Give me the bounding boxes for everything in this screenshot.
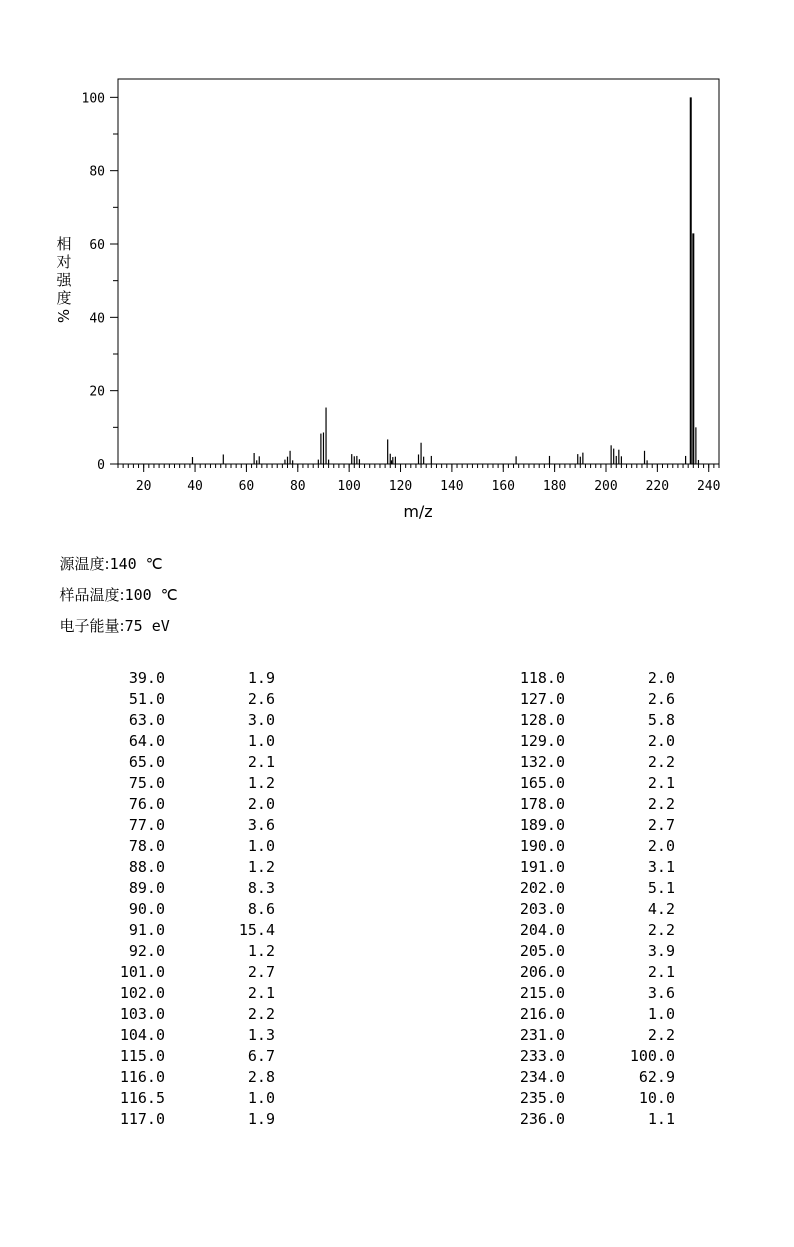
intensity-value: 1.2: [247, 858, 275, 876]
table-row: [0, 1025, 275, 1046]
mz-value: 88.0: [128, 858, 165, 876]
mz-value: 215.0: [519, 984, 565, 1002]
intensity-value: 3.6: [647, 984, 675, 1002]
intensity-value: 2.7: [647, 816, 675, 834]
table-row: [400, 941, 675, 962]
intensity-value: 62.9: [638, 1068, 675, 1086]
mz-value: 236.0: [519, 1110, 565, 1128]
table-row: [400, 857, 675, 878]
intensity-value: 2.2: [647, 753, 675, 771]
table-row: [400, 899, 675, 920]
mz-value: 235.0: [519, 1089, 565, 1107]
intensity-value: 2.0: [647, 837, 675, 855]
x-tick-label: 140: [440, 479, 464, 494]
y-label-char: 相: [56, 235, 72, 253]
table-row: [400, 773, 675, 794]
intensity-value: 1.2: [247, 774, 275, 792]
mz-value: 129.0: [519, 732, 565, 750]
mz-value: 103.0: [119, 1005, 165, 1023]
intensity-value: 2.0: [647, 732, 675, 750]
mz-value: 104.0: [119, 1026, 165, 1044]
mz-value: 91.0: [128, 921, 165, 939]
table-row: [400, 1109, 675, 1130]
condition-value: 75 eV: [124, 617, 170, 635]
mz-value: 234.0: [519, 1068, 565, 1086]
x-tick-label: 200: [594, 479, 618, 494]
mz-value: 76.0: [128, 795, 165, 813]
table-row: [0, 731, 275, 752]
intensity-value: 100.0: [629, 1047, 675, 1065]
y-label-char: 度: [56, 289, 72, 307]
mz-value: 117.0: [119, 1110, 165, 1128]
table-row: [400, 836, 675, 857]
mz-value: 216.0: [519, 1005, 565, 1023]
table-row: [400, 794, 675, 815]
table-row: [400, 752, 675, 773]
table-row: [0, 941, 275, 962]
y-tick-label: 60: [89, 238, 105, 253]
intensity-value: 10.0: [638, 1089, 675, 1107]
table-row: [400, 1088, 675, 1109]
mz-value: 63.0: [128, 711, 165, 729]
intensity-value: 6.7: [247, 1047, 275, 1065]
table-row: [0, 689, 275, 710]
y-label-char: %: [55, 308, 73, 324]
mz-value: 189.0: [519, 816, 565, 834]
y-tick-label: 20: [89, 384, 105, 400]
table-row: [0, 857, 275, 878]
intensity-value: 3.6: [247, 816, 275, 834]
intensity-value: 2.0: [647, 669, 675, 687]
table-row: [0, 1067, 275, 1088]
condition-label: 源温度:: [59, 555, 110, 573]
mz-value: 116.0: [119, 1068, 165, 1086]
table-row: [0, 1004, 275, 1025]
x-axis-ticks: [136, 464, 721, 494]
intensity-value: 2.6: [247, 690, 275, 708]
mz-value: 115.0: [119, 1047, 165, 1065]
intensity-value: 2.2: [247, 1005, 275, 1023]
table-row: [0, 983, 275, 1004]
intensity-value: 1.9: [247, 669, 275, 687]
intensity-value: 1.2: [247, 942, 275, 960]
intensity-value: 1.0: [247, 732, 275, 750]
mz-value: 92.0: [128, 942, 165, 960]
condition-label: 电子能量:: [59, 617, 125, 635]
intensity-value: 2.7: [247, 963, 275, 981]
intensity-value: 2.1: [247, 753, 275, 771]
mz-value: 178.0: [519, 795, 565, 813]
table-row: [400, 731, 675, 752]
intensity-value: 2.8: [247, 1068, 275, 1086]
mz-value: 77.0: [128, 816, 165, 834]
mz-value: 78.0: [128, 837, 165, 855]
table-row: [0, 815, 275, 836]
x-tick-label: 120: [388, 479, 413, 494]
mz-value: 118.0: [519, 669, 565, 687]
x-minor-ticks: [118, 464, 719, 468]
mz-value: 65.0: [128, 753, 165, 771]
mz-value: 202.0: [519, 879, 565, 897]
y-label-char: 对: [56, 253, 72, 271]
mass-spectrum-chart: [0, 0, 794, 530]
table-row: [400, 983, 675, 1004]
table-row: [0, 668, 275, 689]
table-row: [0, 752, 275, 773]
mz-value: 75.0: [128, 774, 165, 792]
intensity-value: 2.2: [647, 1026, 675, 1044]
table-row: [0, 794, 275, 815]
mz-value: 165.0: [519, 774, 565, 792]
condition-value: 140 ℃: [109, 555, 163, 573]
intensity-value: 3.0: [247, 711, 275, 729]
table-row: [400, 878, 675, 899]
intensity-value: 8.6: [247, 900, 275, 918]
table-row: [400, 689, 675, 710]
plot-frame: [118, 79, 719, 464]
intensity-value: 1.0: [647, 1005, 675, 1023]
mz-value: 102.0: [119, 984, 165, 1002]
intensity-value: 2.0: [247, 795, 275, 813]
table-row: [400, 668, 675, 689]
intensity-value: 1.3: [247, 1026, 275, 1044]
table-row: [400, 962, 675, 983]
mz-value: 51.0: [128, 690, 165, 708]
mz-value: 90.0: [128, 900, 165, 918]
table-row: [400, 1025, 675, 1046]
x-tick-label: 160: [491, 479, 515, 494]
table-row: [0, 962, 275, 983]
mz-value: 127.0: [519, 690, 565, 708]
intensity-value: 1.0: [247, 1089, 275, 1107]
table-row: [0, 710, 275, 731]
table-row: [0, 836, 275, 857]
table-row: [0, 1046, 275, 1067]
y-label-char: 强: [56, 271, 72, 289]
mz-value: 89.0: [128, 879, 165, 897]
condition-label: 样品温度:: [59, 586, 125, 604]
mz-value: 205.0: [519, 942, 565, 960]
peak-table-left: [0, 668, 275, 1130]
intensity-value: 1.9: [247, 1110, 275, 1128]
x-tick-label: 240: [696, 479, 721, 494]
mz-value: 206.0: [519, 963, 565, 981]
peak-bars: [192, 97, 698, 464]
table-row: [0, 878, 275, 899]
x-axis-label: m/z: [403, 502, 433, 521]
mz-value: 190.0: [519, 837, 565, 855]
y-axis-label: [55, 235, 73, 323]
intensity-value: 5.1: [647, 879, 675, 897]
table-row: [0, 899, 275, 920]
intensity-value: 2.1: [647, 774, 675, 792]
intensity-value: 8.3: [247, 879, 275, 897]
x-tick-label: 180: [542, 479, 567, 494]
x-tick-label: 60: [238, 479, 255, 494]
table-row: [0, 1088, 275, 1109]
y-tick-label: 100: [81, 91, 105, 107]
x-tick-label: 220: [645, 479, 670, 494]
intensity-value: 2.6: [647, 690, 675, 708]
mz-value: 203.0: [519, 900, 565, 918]
mz-value: 231.0: [519, 1026, 565, 1044]
y-tick-label: 80: [89, 164, 105, 180]
intensity-value: 3.9: [647, 942, 675, 960]
mz-value: 132.0: [519, 753, 565, 771]
mz-value: 204.0: [519, 921, 565, 939]
peak-table-right: [400, 668, 675, 1130]
mz-value: 233.0: [519, 1047, 565, 1065]
table-row: [400, 1004, 675, 1025]
y-tick-label: 40: [89, 311, 105, 327]
intensity-value: 15.4: [238, 921, 275, 939]
table-row: [400, 1067, 675, 1088]
intensity-value: 2.1: [247, 984, 275, 1002]
table-row: [400, 815, 675, 836]
intensity-value: 3.1: [647, 858, 675, 876]
mz-value: 191.0: [519, 858, 565, 876]
intensity-value: 2.2: [647, 921, 675, 939]
mz-value: 128.0: [519, 711, 565, 729]
table-row: [400, 710, 675, 731]
intensity-value: 5.8: [647, 711, 675, 729]
y-tick-label: 0: [97, 458, 105, 473]
intensity-value: 2.2: [647, 795, 675, 813]
mz-value: 116.5: [119, 1089, 165, 1107]
table-row: [0, 773, 275, 794]
mz-value: 101.0: [119, 963, 165, 981]
y-axis-ticks: [82, 91, 118, 473]
condition-value: 100 ℃: [124, 586, 178, 604]
intensity-value: 1.1: [647, 1110, 675, 1128]
intensity-value: 2.1: [647, 963, 675, 981]
x-tick-label: 80: [289, 479, 306, 494]
x-tick-label: 100: [337, 479, 361, 494]
x-tick-label: 20: [135, 479, 152, 494]
table-row: [400, 1046, 675, 1067]
mz-value: 64.0: [128, 732, 165, 750]
intensity-value: 1.0: [247, 837, 275, 855]
x-tick-label: 40: [187, 479, 203, 494]
condition-electron-energy: [50, 597, 170, 636]
table-row: [0, 920, 275, 941]
mz-value: 39.0: [128, 669, 165, 687]
table-row: [400, 920, 675, 941]
table-row: [0, 1109, 275, 1130]
intensity-value: 4.2: [647, 900, 675, 918]
